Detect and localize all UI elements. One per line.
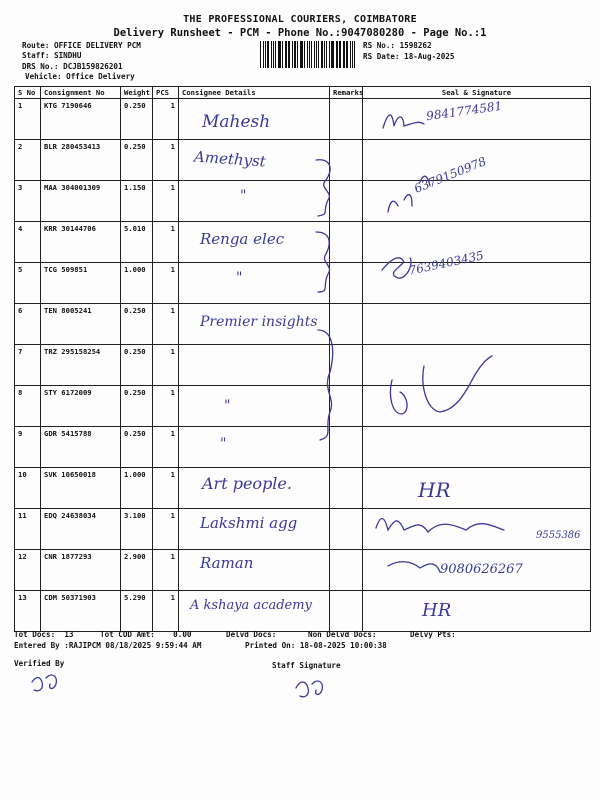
weight-cell: 0.250 <box>121 140 153 181</box>
pcs-cell: 1 <box>153 304 179 345</box>
col-pcs: PCS <box>153 87 179 99</box>
weight-cell: 2.900 <box>121 550 153 591</box>
rs-date: RS Date: 18-Aug-2025 <box>363 52 455 61</box>
col-weight: Weight <box>121 87 153 99</box>
handwritten-ditto-9: " <box>220 436 227 452</box>
handwritten-consignee-2: Amethyst <box>193 147 267 171</box>
handwritten-phone-1: 9841774581 <box>425 98 503 124</box>
company-title: THE PROFESSIONAL COURIERS, COIMBATORE <box>183 14 417 25</box>
handwritten-consignee-6: Premier insights <box>200 314 318 330</box>
printed-on: Printed On: 18-08-2025 10:00:38 <box>245 641 387 650</box>
weight-cell: 3.100 <box>121 509 153 550</box>
sno-cell: 8 <box>15 386 41 427</box>
handwritten-remark-10: HR <box>418 478 451 502</box>
pcs-cell: 1 <box>153 222 179 263</box>
weight-cell: 0.250 <box>121 345 153 386</box>
handwritten-ditto-8: " <box>224 398 231 414</box>
signature-row-3 <box>388 176 430 212</box>
weight-cell: 5.290 <box>121 591 153 632</box>
sno-cell: 9 <box>15 427 41 468</box>
total-docs <box>14 630 73 639</box>
delivery-points: Delvy Pts: <box>410 630 456 639</box>
handwritten-phone-12: 9080626267 <box>440 562 523 577</box>
weight-cell: 5.010 <box>121 222 153 263</box>
sno-cell: 3 <box>15 181 41 222</box>
handwritten-consignee-13: A kshaya academy <box>190 598 312 613</box>
weight-cell: 1.000 <box>121 468 153 509</box>
consignment-cell: TRZ 295158254 <box>41 345 121 386</box>
pcs-cell: 1 <box>153 345 179 386</box>
weight-cell: 1.000 <box>121 263 153 304</box>
total-cod-value: 0.00 <box>173 630 192 639</box>
consignment-cell: MAA 304001309 <box>41 181 121 222</box>
sno-cell: 12 <box>15 550 41 591</box>
weight-cell: 0.250 <box>121 427 153 468</box>
brace-row-4-5 <box>316 232 330 292</box>
handwritten-consignee-1: Mahesh <box>202 112 271 132</box>
sno-cell: 4 <box>15 222 41 263</box>
brace-rows-6-9 <box>318 330 333 440</box>
brace-row-2-3 <box>316 160 330 216</box>
signature-row-5 <box>382 258 411 278</box>
sno-cell: 11 <box>15 509 41 550</box>
handwritten-consignee-11: Lakshmi agg <box>200 514 298 532</box>
consignment-cell: SVK 10650018 <box>41 468 121 509</box>
consignment-cell: TCG 509851 <box>41 263 121 304</box>
signature-rows-7-9 <box>390 356 492 414</box>
verified-signature <box>32 675 56 691</box>
verified-by-label: Verified By <box>14 659 65 668</box>
total-docs-label: Tot Docs: <box>14 630 56 639</box>
rs-number: RS No.: 1598262 <box>363 41 432 50</box>
handwritten-consignee-4: Renga elec <box>200 230 285 248</box>
total-cod <box>100 630 191 639</box>
entered-by: Entered By :RAJIPCM 08/18/2025 9:59:44 AM <box>14 641 202 650</box>
staff-signature-label: Staff Signature <box>272 661 341 670</box>
vehicle-label: Vehicle: Office Delivery <box>25 72 135 81</box>
pcs-cell: 1 <box>153 550 179 591</box>
pcs-cell: 1 <box>153 427 179 468</box>
staff-signature <box>296 681 322 697</box>
sno-cell: 13 <box>15 591 41 632</box>
handwritten-phone-3: 6379150978 <box>412 154 489 196</box>
handwritten-ditto-5: " <box>236 270 243 286</box>
consignment-cell: KTG 7190646 <box>41 99 121 140</box>
handwritten-consignee-12: Raman <box>200 554 254 572</box>
consignment-cell: CNR 1877293 <box>41 550 121 591</box>
consignment-cell: BLR 280453413 <box>41 140 121 181</box>
signature-row-11 <box>376 519 504 533</box>
runsheet-subtitle: Delivery Runsheet - PCM - Phone No.:9047080280 - Page No.:1 <box>113 27 487 39</box>
sno-cell: 1 <box>15 99 41 140</box>
consignment-cell: GDR 5415788 <box>41 427 121 468</box>
drs-label: DRS No.: DCJB159826201 <box>22 62 123 71</box>
route-label: Route: OFFICE DELIVERY PCM <box>22 41 141 50</box>
sno-cell: 2 <box>15 140 41 181</box>
col-remarks: Remarks <box>330 87 363 99</box>
consignment-cell: EDQ 24638034 <box>41 509 121 550</box>
col-consignment: Consignment No <box>41 87 121 99</box>
signature-row-12 <box>388 562 440 572</box>
col-sno: S No <box>15 87 41 99</box>
total-docs-value: 13 <box>64 630 74 639</box>
sno-cell: 7 <box>15 345 41 386</box>
pcs-cell: 1 <box>153 263 179 304</box>
consignment-cell: TEN 8005241 <box>41 304 121 345</box>
pcs-cell: 1 <box>153 386 179 427</box>
pcs-cell: 1 <box>153 468 179 509</box>
handwritten-phone-5: 7639403435 <box>407 248 485 278</box>
weight-cell: 0.250 <box>121 386 153 427</box>
signature-row-1 <box>383 115 424 128</box>
handwritten-consignee-10: Art people. <box>202 474 292 493</box>
total-cod-label: Tot COD Amt: <box>100 630 155 639</box>
consignment-cell: KRR 30144706 <box>41 222 121 263</box>
handwritten-phone-11: 9555386 <box>536 530 581 541</box>
sno-cell: 5 <box>15 263 41 304</box>
pcs-cell: 1 <box>153 181 179 222</box>
weight-cell: 0.250 <box>121 304 153 345</box>
consignment-cell: CDM 50371903 <box>41 591 121 632</box>
non-delivered-docs: Non Delvd Docs: <box>308 630 377 639</box>
pcs-cell: 1 <box>153 509 179 550</box>
consignment-cell: STY 6172009 <box>41 386 121 427</box>
delivered-docs: Delvd Docs: <box>226 630 277 639</box>
col-signature: Seal & Signature <box>363 87 591 99</box>
staff-label: Staff: SINDHU <box>22 51 82 60</box>
pcs-cell: 1 <box>153 99 179 140</box>
handwritten-ditto-3: " <box>240 188 247 204</box>
handwritten-remark-13: HR <box>422 600 452 621</box>
weight-cell: 1.150 <box>121 181 153 222</box>
col-consignee: Consignee Details <box>179 87 330 99</box>
sno-cell: 10 <box>15 468 41 509</box>
pcs-cell: 1 <box>153 140 179 181</box>
sno-cell: 6 <box>15 304 41 345</box>
weight-cell: 0.250 <box>121 99 153 140</box>
pcs-cell: 1 <box>153 591 179 632</box>
